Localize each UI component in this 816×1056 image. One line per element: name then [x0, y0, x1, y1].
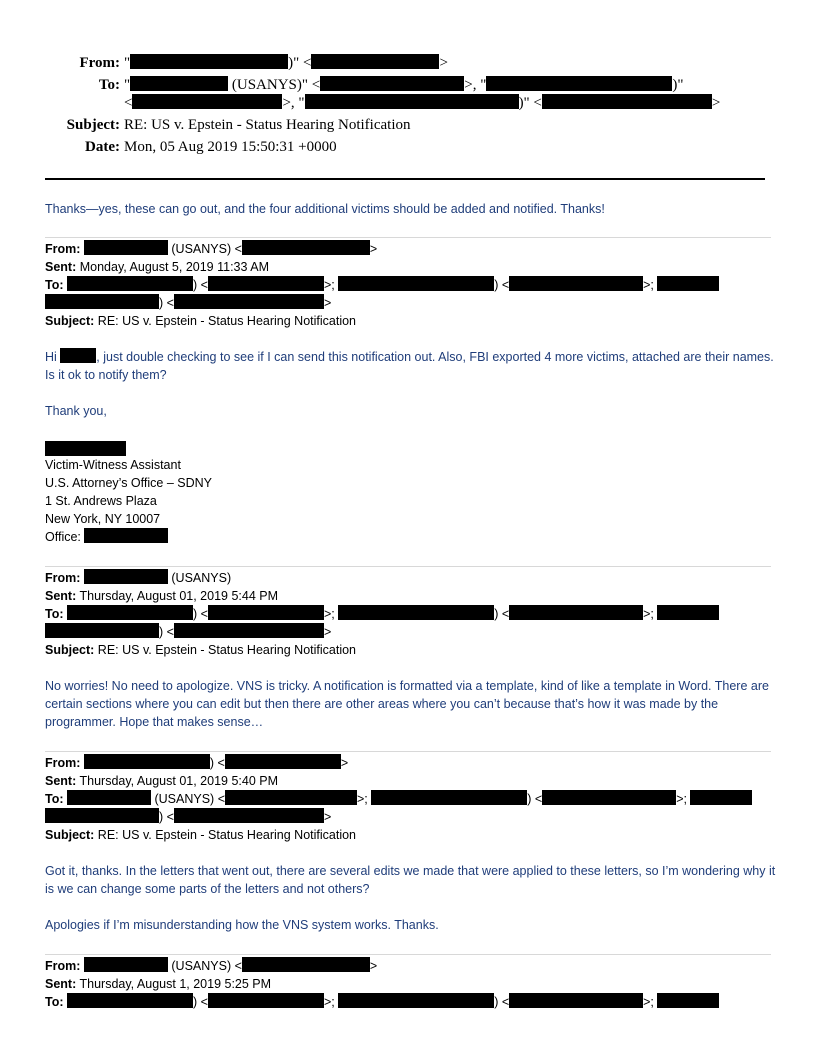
- email-separator: [45, 751, 771, 752]
- from-org: (USANYS): [171, 242, 232, 256]
- redaction-bar: [84, 957, 168, 972]
- redaction-bar: [174, 808, 324, 823]
- subject-label: Subject:: [45, 643, 95, 657]
- redaction-bar: [208, 993, 324, 1008]
- signature-name-redaction: [45, 441, 126, 456]
- redaction-bar: [542, 790, 676, 805]
- email-3-closing: Apologies if I’m misunderstanding how the VNS system works. Thanks.: [45, 918, 439, 932]
- redaction-bar: [657, 276, 719, 291]
- body-text: , just double checking to see if I can send this notification out. Also, FBI exported 4 more victims, attached are their names. Is it ok to notify them?: [45, 350, 774, 382]
- redaction-bar: [225, 790, 357, 805]
- from-label: From:: [45, 571, 81, 585]
- redaction-bar: [45, 294, 159, 309]
- redaction-bar: [84, 528, 168, 543]
- sent-date: Thursday, August 01, 2019 5:40 PM: [79, 774, 279, 788]
- header-to-value-cont: < >, " )" < >: [124, 95, 721, 111]
- signature-city: New York, NY 10007: [45, 512, 161, 526]
- email-4-to: To: ) < >; ) < >;: [45, 993, 719, 1011]
- to-label: To:: [45, 607, 64, 621]
- header-from-label: From:: [79, 55, 120, 71]
- email-4-from: From: (USANYS) < >: [45, 959, 378, 973]
- to-label: To:: [45, 995, 64, 1009]
- email-3-from: From: ) < >: [45, 756, 349, 770]
- redaction-bar: [657, 993, 719, 1008]
- redaction-bar: [338, 605, 494, 620]
- sent-label: Sent:: [45, 977, 77, 991]
- email-3-to-cont: ) < >: [45, 808, 331, 826]
- redaction-bar: [174, 623, 324, 638]
- email-3-sent: [45, 772, 278, 790]
- sent-date: Monday, August 5, 2019 11:33 AM: [79, 260, 269, 274]
- to-label: To:: [45, 278, 64, 292]
- redaction-bar: [84, 240, 168, 255]
- redaction-bar: [130, 54, 288, 69]
- redaction-bar: [208, 276, 324, 291]
- email-2-from: [45, 569, 231, 587]
- redaction-bar: [690, 790, 752, 805]
- email-3-subject: [45, 826, 356, 844]
- to-org: (USANYS): [154, 792, 215, 806]
- greeting: Hi: [45, 350, 57, 364]
- email-1-sent: [45, 258, 269, 276]
- redaction-bar: [542, 94, 712, 109]
- email-1-closing: Thank you,: [45, 404, 107, 418]
- email-2-sent: [45, 587, 278, 605]
- email-2-body: No worries! No need to apologize. VNS is tricky. A notification is formatted via a template, kind of like a template in Word. There are certain sections where you can edit but then there are other areas where you can’t because that’s how it was made by the programmer. Hope that makes sense…: [45, 679, 769, 729]
- redaction-bar: [60, 348, 96, 363]
- subject-text: RE: US v. Epstein - Status Hearing Notification: [97, 314, 357, 328]
- redaction-bar: [67, 605, 193, 620]
- from-label: From:: [45, 756, 81, 770]
- header-date: Mon, 05 Aug 2019 15:50:31 +0000: [124, 139, 337, 155]
- from-label: From:: [45, 242, 81, 256]
- email-1-subject: [45, 312, 356, 330]
- email-3-to: To: (USANYS) < >; ) < >;: [45, 790, 752, 808]
- reply-body: Thanks—yes, these can go out, and the four additional victims should be added and notified. Thanks!: [45, 202, 605, 216]
- signature-office: U.S. Attorney’s Office – SDNY: [45, 476, 212, 490]
- redaction-bar: [242, 240, 370, 255]
- redaction-bar: [84, 569, 168, 584]
- email-2-subject: [45, 641, 356, 659]
- header-subject: RE: US v. Epstein - Status Hearing Notification: [124, 117, 411, 133]
- email-separator: [45, 566, 771, 567]
- email-1-to-cont: ) < >: [45, 294, 331, 312]
- email-2-to: To: ) < >; ) < >;: [45, 605, 719, 623]
- redaction-bar: [509, 993, 643, 1008]
- header-date-label: Date:: [85, 139, 120, 155]
- header-from-value: " )" < >: [124, 55, 448, 71]
- email-1-to: To: ) < >; ) < >;: [45, 276, 719, 294]
- header-to-org: (USANYS): [231, 77, 302, 93]
- redaction-bar: [338, 276, 494, 291]
- from-org: (USANYS): [171, 571, 232, 585]
- from-org: (USANYS): [171, 959, 232, 973]
- email-1-from: From: (USANYS) < >: [45, 242, 378, 256]
- to-label: To:: [45, 792, 64, 806]
- sent-label: Sent:: [45, 589, 77, 603]
- redaction-bar: [657, 605, 719, 620]
- subject-text: RE: US v. Epstein - Status Hearing Notification: [97, 643, 357, 657]
- redaction-bar: [509, 605, 643, 620]
- redaction-bar: [174, 294, 324, 309]
- redaction-bar: [130, 76, 228, 91]
- sent-date: Thursday, August 01, 2019 5:44 PM: [79, 589, 279, 603]
- redaction-bar: [67, 276, 193, 291]
- header-divider: [45, 178, 765, 180]
- email-separator: [45, 237, 771, 238]
- from-label: From:: [45, 959, 81, 973]
- redaction-bar: [486, 76, 672, 91]
- redaction-bar: [67, 790, 151, 805]
- signature-phone: [45, 528, 168, 546]
- redaction-bar: [132, 94, 282, 109]
- email-4-sent: [45, 975, 271, 993]
- header-to-value: " (USANYS)" < >, " )": [124, 77, 684, 93]
- redaction-bar: [208, 605, 324, 620]
- header-to-label: To:: [98, 77, 120, 93]
- signature-title: Victim-Witness Assistant: [45, 458, 181, 472]
- redaction-bar: [305, 94, 519, 109]
- redaction-bar: [84, 754, 210, 769]
- redaction-bar: [311, 54, 439, 69]
- email-separator: [45, 954, 771, 955]
- redaction-bar: [45, 623, 159, 638]
- email-1-body: [45, 348, 785, 384]
- redaction-bar: [338, 993, 494, 1008]
- redaction-bar: [509, 276, 643, 291]
- email-2-to-cont: ) < >: [45, 623, 331, 641]
- subject-text: RE: US v. Epstein - Status Hearing Notification: [97, 828, 357, 842]
- redaction-bar: [371, 790, 527, 805]
- redaction-bar: [242, 957, 370, 972]
- sent-label: Sent:: [45, 774, 77, 788]
- header-subject-label: Subject:: [66, 117, 120, 133]
- phone-label: Office:: [45, 530, 81, 544]
- email-3-body: Got it, thanks. In the letters that went out, there are several edits we made that were applied to these letters, so I’m wondering why it is we can change some parts of the letters and not others?: [45, 864, 776, 896]
- redaction-bar: [45, 808, 159, 823]
- redaction-bar: [225, 754, 341, 769]
- sent-label: Sent:: [45, 260, 77, 274]
- sent-date: Thursday, August 1, 2019 5:25 PM: [79, 977, 272, 991]
- redaction-bar: [320, 76, 464, 91]
- subject-label: Subject:: [45, 828, 95, 842]
- signature-address: 1 St. Andrews Plaza: [45, 494, 157, 508]
- redaction-bar: [67, 993, 193, 1008]
- subject-label: Subject:: [45, 314, 95, 328]
